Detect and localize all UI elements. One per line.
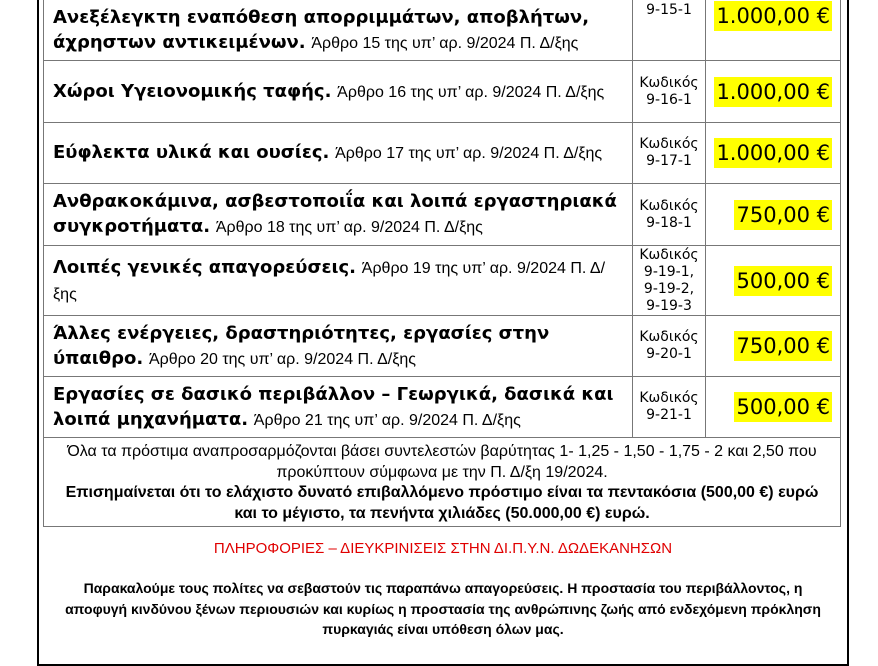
code-values: 9-18-1 xyxy=(646,214,692,231)
row-code xyxy=(633,61,706,123)
amount-value: 500,00 € xyxy=(734,266,832,296)
amount-value: 1.000,00 € xyxy=(714,77,832,107)
table-row xyxy=(44,184,841,246)
code-values: 9-20-1 xyxy=(646,346,692,362)
row-amount xyxy=(706,316,841,377)
row-article-ref: Άρθρο 16 της υπ’ αρ. 9/2024 Π. Δ/ξης xyxy=(337,83,605,101)
adjustment-note xyxy=(44,438,841,527)
row-amount xyxy=(706,61,841,123)
row-article-ref: Άρθρο 17 της υπ’ αρ. 9/2024 Π. Δ/ξης xyxy=(335,145,603,162)
row-description xyxy=(44,246,633,316)
row-title: Ανθρακοκάμινα, ασβεστοποιΐα και λοιπά εργαστηριακά συγκροτήματα. xyxy=(53,191,617,237)
table-row xyxy=(44,246,841,316)
amount-value: 750,00 € xyxy=(734,331,832,361)
code-label: Κωδικός xyxy=(639,197,699,214)
appeal-text: Παρακαλούμε τους πολίτες να σεβαστούν τις παραπάνω απαγορεύσεις. Η προστασία του περιβάλλοντος, η αποφυγή κινδύνου ξένων περιουσιών και κυρίως η προστασία της ανθρώπινης ζωής από ενδεχόμενη πρόκληση πυρκαγιάς είναι υπόθεση όλων μας. xyxy=(65,580,821,637)
code-label: Κωδικός xyxy=(639,136,699,152)
note-coefficients: Όλα τα πρόστιμα αναπροσαρμόζονται βάσει συντελεστών βαρύτητας 1- 1,25 - 1,50 - 1,75 - 2 και 2,50 που προκύπτουν σύμφωνα με την Π. Δ/ξη 19/2024. xyxy=(67,443,817,481)
row-article-ref: Άρθρο 19 της υπ’ αρ. 9/2024 Π. Δ/ξης xyxy=(53,259,606,303)
row-article-ref: Άρθρο 21 της υπ’ αρ. 9/2024 Π. Δ/ξης xyxy=(253,411,521,429)
row-code xyxy=(633,0,706,61)
row-description xyxy=(44,123,633,184)
amount-value: 1.000,00 € xyxy=(714,138,832,168)
code-values: 9-19-1, 9-19-2, 9-19-3 xyxy=(643,263,695,314)
amount-value: 750,00 € xyxy=(734,200,832,230)
code-label: Κωδικός xyxy=(639,329,699,345)
row-amount xyxy=(706,246,841,316)
row-title: Εύφλεκτα υλικά και ουσίες. xyxy=(53,142,330,163)
amount-value: 500,00 € xyxy=(734,392,832,422)
row-code xyxy=(633,123,706,184)
table-row xyxy=(44,123,841,184)
row-title: Χώροι Υγειονομικής ταφής. xyxy=(53,80,332,102)
code-label: Κωδικός xyxy=(639,246,699,263)
code-label: Κωδικός xyxy=(639,74,699,91)
row-title: Άλλες ενέργειες, δραστηριότητες, εργασίες στην ύπαιθρο. xyxy=(53,322,550,369)
row-description xyxy=(44,184,633,246)
table-row xyxy=(44,377,841,438)
row-code xyxy=(633,377,706,438)
row-amount xyxy=(706,377,841,438)
code-values: 9-17-1 xyxy=(646,153,692,169)
code-values: 9-15-1 xyxy=(646,2,692,18)
row-description xyxy=(44,0,633,61)
table-row xyxy=(44,316,841,377)
table-row xyxy=(44,61,841,123)
amount-value: 1.000,00 € xyxy=(714,1,832,31)
row-description xyxy=(44,61,633,123)
row-description xyxy=(44,316,633,377)
table-row xyxy=(44,0,841,61)
row-code xyxy=(633,316,706,377)
row-title: Εργασίες σε δασικό περιβάλλον – Γεωργικά, δασικά και λοιπά μηχανήματα. xyxy=(53,383,614,430)
note-min-max: Επισημαίνεται ότι το ελάχιστο δυνατό επιβαλλόμενο πρόστιμο είναι τα πεντακόσια (500,00 €) ευρώ και το μέγιστο, τα πενήντα χιλιάδες (50.000,00 €) ευρώ. xyxy=(65,484,819,522)
row-article-ref: Άρθρο 20 της υπ’ αρ. 9/2024 Π. Δ/ξης xyxy=(148,350,416,368)
row-title: Ανεξέλεγκτη εναπόθεση απορριμμάτων, αποβλήτων, άχρηστων αντικειμένων. xyxy=(53,6,590,53)
fines-table xyxy=(43,0,841,527)
row-description xyxy=(44,377,633,438)
note-row xyxy=(44,438,841,527)
code-values: 9-16-1 xyxy=(646,91,692,108)
row-amount xyxy=(706,123,841,184)
row-amount xyxy=(706,184,841,246)
code-label: Κωδικός xyxy=(639,390,699,406)
code-values: 9-21-1 xyxy=(646,407,692,423)
info-heading: ΠΛΗΡΟΦΟΡΙΕΣ – ΔΙΕΥΚΡΙΝΙΣΕΙΣ ΣΤΗΝ ΔΙ.Π.Υ.Ν. ΔΩΔΕΚΑΝΗΣΩΝ xyxy=(213,540,673,557)
row-code xyxy=(633,246,706,316)
row-article-ref: Άρθρο 15 της υπ’ αρ. 9/2024 Π. Δ/ξης xyxy=(311,34,579,52)
row-amount xyxy=(706,0,841,61)
row-title: Λοιπές γενικές απαγορεύσεις. xyxy=(53,256,357,278)
row-code xyxy=(633,184,706,246)
row-article-ref: Άρθρο 18 της υπ’ αρ. 9/2024 Π. Δ/ξης xyxy=(215,219,483,236)
